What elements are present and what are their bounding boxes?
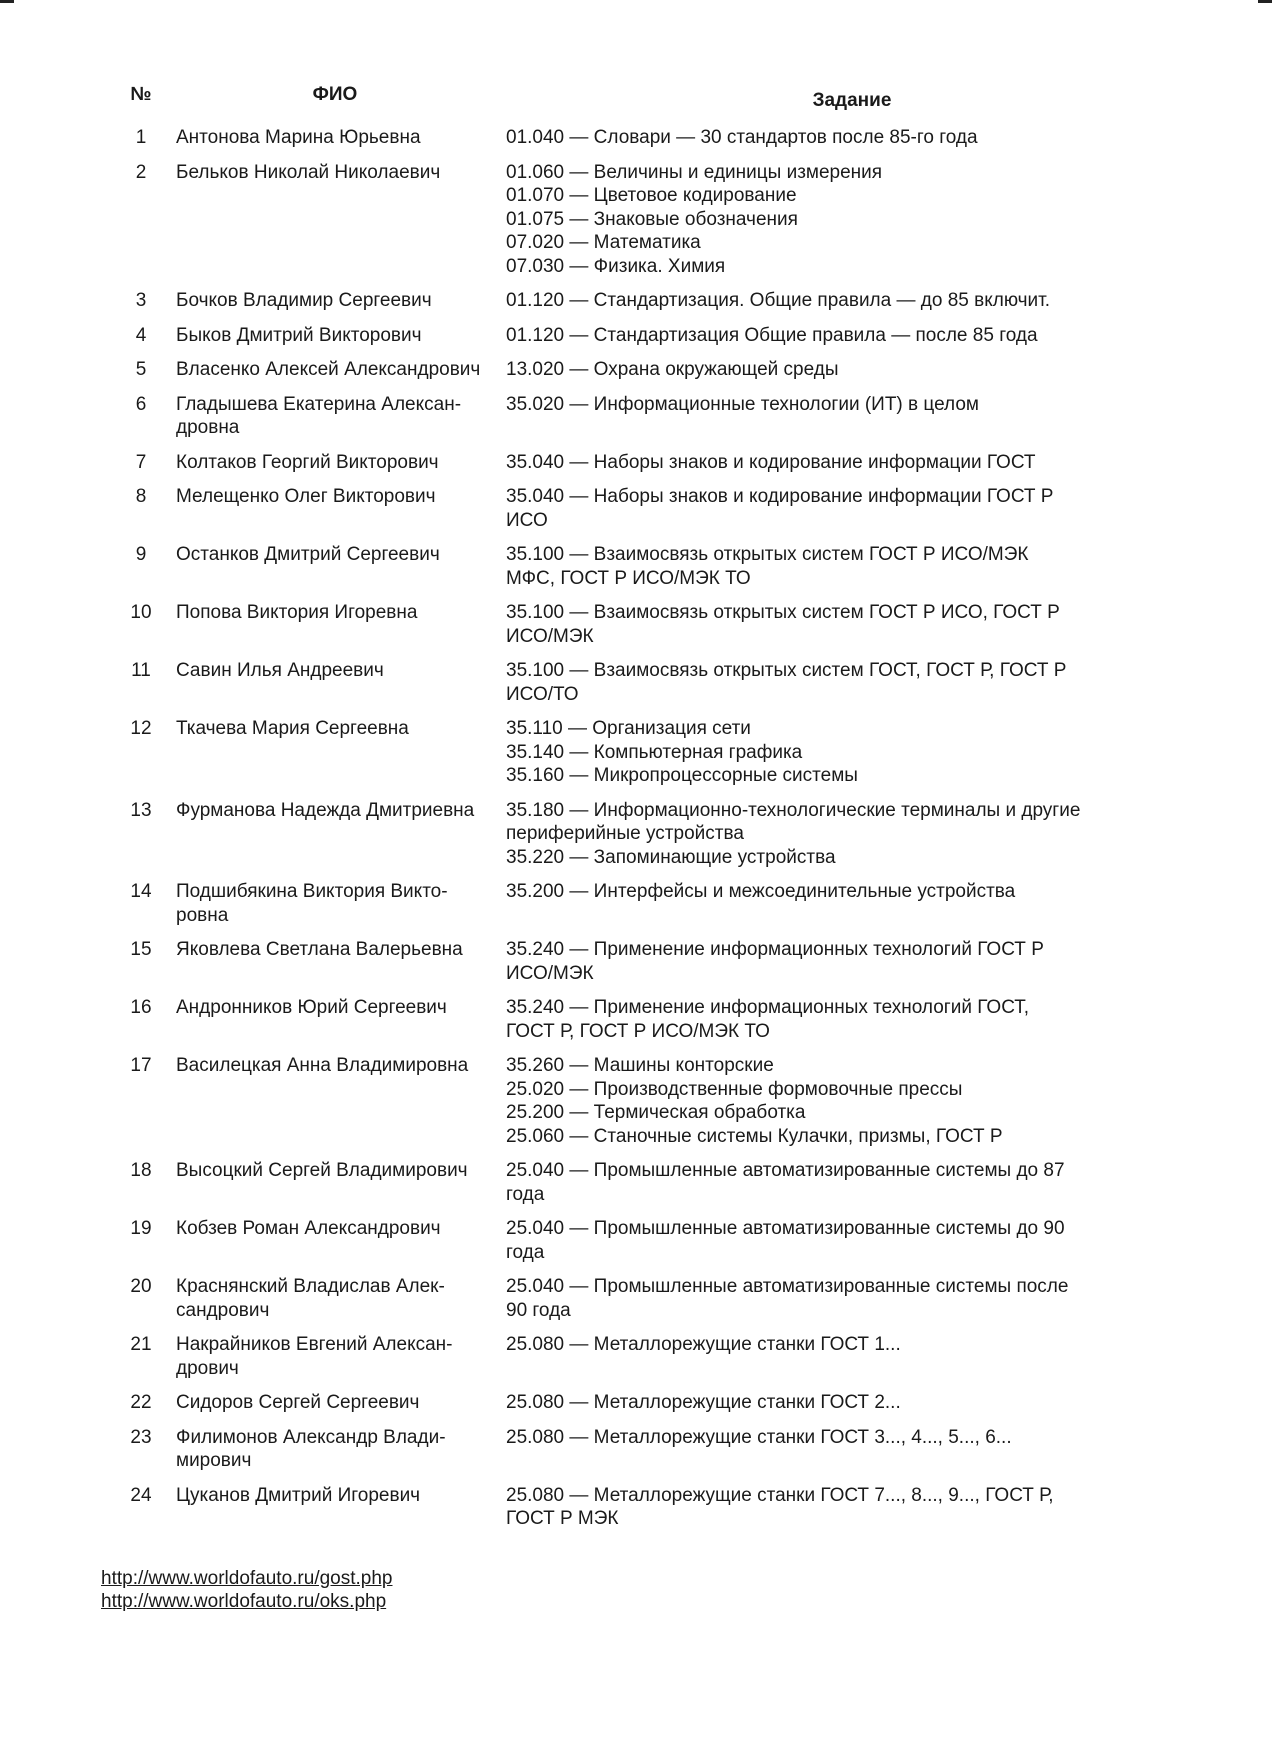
task-description	[506, 358, 1198, 382]
student-name	[164, 1484, 506, 1531]
task-line: 35.240 — Применение информационных технологий ГОСТ,	[506, 997, 1030, 1018]
row-number: 18	[130, 1160, 152, 1181]
student-name-line: Яковлева Светлана Валерьевна	[176, 939, 463, 960]
row-number: 10	[130, 602, 152, 623]
task-description	[506, 1333, 1198, 1380]
task-description	[506, 996, 1198, 1043]
student-name-line: Быков Дмитрий Викторович	[176, 324, 422, 346]
task-line: 07.030 — Физика. Химия	[506, 255, 726, 277]
student-name-line: Накрайников Евгений Алексан-	[176, 1334, 453, 1355]
table-row	[118, 1275, 1198, 1322]
student-name-line: Василецкая Анна Владимировна	[176, 1055, 469, 1076]
student-name	[164, 880, 506, 927]
student-name	[164, 393, 506, 440]
student-name	[164, 543, 506, 590]
task-line: 35.040 — Наборы знаков и кодирование информации ГОСТ	[506, 451, 1036, 473]
row-number: 22	[130, 1392, 152, 1413]
table-row	[118, 1217, 1198, 1264]
table-row	[118, 659, 1198, 706]
task-line: ИСО/МЭК	[506, 962, 594, 984]
student-name	[164, 1333, 506, 1380]
task-line: 07.020 — Математика	[506, 232, 701, 253]
scan-mark-left	[0, 0, 14, 3]
task-description	[506, 126, 1198, 150]
task-line: 35.020 — Информационные технологии (ИТ) в целом	[506, 393, 979, 415]
task-line: ГОСТ Р МЭК	[506, 1508, 619, 1529]
table-row	[118, 1054, 1198, 1148]
student-name-line: Кобзев Роман Александрович	[176, 1218, 441, 1239]
task-line: 25.040 — Промышленные автоматизированные системы до 87	[506, 1160, 1065, 1181]
task-line: ИСО	[506, 509, 548, 531]
task-line: 25.040 — Промышленные автоматизированные системы до 90	[506, 1218, 1065, 1239]
student-name	[164, 601, 506, 648]
student-name-line: Бочков Владимир Сергеевич	[176, 290, 432, 311]
task-line: 25.200 — Термическая обработка	[506, 1102, 806, 1123]
row-number: 16	[130, 997, 152, 1018]
student-name	[164, 161, 506, 279]
table-body	[118, 126, 1198, 1531]
links-block	[101, 1567, 393, 1613]
row-number: 7	[135, 451, 147, 473]
student-name-line: Антонова Марина Юрьевна	[176, 127, 421, 148]
student-name	[164, 996, 506, 1043]
task-description	[506, 324, 1198, 348]
row-number: 3	[135, 290, 147, 311]
student-name-line: дровна	[176, 417, 240, 438]
assignments-table	[118, 84, 1198, 1542]
table-header	[118, 84, 1198, 126]
task-description	[506, 717, 1198, 788]
student-name-line: Гладышева Екатерина Алексан-	[176, 393, 462, 415]
task-line: 35.160 — Микропроцессорные системы	[506, 765, 858, 786]
task-description	[506, 289, 1198, 313]
student-name	[164, 451, 506, 475]
row-number: 21	[130, 1334, 152, 1355]
task-line: 25.080 — Металлорежущие станки ГОСТ 1...	[506, 1334, 901, 1355]
student-name	[164, 1426, 506, 1473]
task-line: 25.020 — Производственные формовочные прессы	[506, 1078, 963, 1100]
task-description	[506, 1391, 1198, 1415]
row-number: 5	[135, 359, 147, 380]
table-row	[118, 161, 1198, 279]
task-description	[506, 1217, 1198, 1264]
student-name-line: Савин Илья Андреевич	[176, 660, 384, 681]
task-line: 35.040 — Наборы знаков и кодирование информации ГОСТ Р	[506, 486, 1054, 507]
row-number: 2	[135, 161, 147, 183]
task-line: 13.020 — Охрана окружающей среды	[506, 359, 839, 380]
student-name-line: Фурманова Надежда Дмитриевна	[176, 799, 475, 821]
scan-mark-right	[1258, 0, 1272, 3]
row-number: 8	[135, 486, 147, 507]
student-name-line: Подшибякина Виктория Викто-	[176, 881, 448, 902]
student-name-line: Краснянский Владислав Алек-	[176, 1276, 445, 1297]
row-number: 17	[130, 1055, 152, 1076]
student-name	[164, 1275, 506, 1322]
task-line: 01.060 — Величины и единицы измерения	[506, 161, 883, 183]
table-row	[118, 996, 1198, 1043]
table-row	[118, 1484, 1198, 1531]
task-line: 25.080 — Металлорежущие станки ГОСТ 7..., 8..., 9..., ГОСТ Р,	[506, 1484, 1054, 1506]
task-line: 25.080 — Металлорежущие станки ГОСТ 2...	[506, 1392, 901, 1413]
task-line: периферийные устройства	[506, 823, 744, 844]
task-line: ИСО/ТО	[506, 683, 579, 705]
table-row	[118, 126, 1198, 150]
task-description	[506, 1484, 1198, 1531]
task-description	[506, 485, 1198, 532]
reference-link[interactable]: http://www.worldofauto.ru/gost.php	[101, 1568, 393, 1589]
student-name	[164, 799, 506, 870]
task-line: 35.260 — Машины конторские	[506, 1055, 774, 1076]
row-number: 20	[130, 1276, 152, 1297]
student-name-line: Попова Виктория Игоревна	[176, 602, 418, 623]
row-number: 11	[131, 660, 151, 681]
student-name	[164, 485, 506, 532]
student-name-line: дрович	[176, 1357, 239, 1379]
student-name-line: Колтаков Георгий Викторович	[176, 451, 439, 473]
task-description	[506, 601, 1198, 648]
table-row	[118, 485, 1198, 532]
task-line: 35.240 — Применение информационных технологий ГОСТ Р	[506, 939, 1044, 960]
task-line: 35.110 — Организация сети	[506, 718, 751, 739]
task-description	[506, 543, 1198, 590]
row-number: 6	[135, 393, 147, 415]
header-task: Задание	[812, 90, 892, 111]
task-line: 35.140 — Компьютерная графика	[506, 741, 803, 763]
task-description	[506, 451, 1198, 475]
task-line: 01.120 — Стандартизация Общие правила — после 85 года	[506, 324, 1038, 346]
task-line: 25.080 — Металлорежущие станки ГОСТ 3..., 4..., 5..., 6...	[506, 1426, 1012, 1448]
task-description	[506, 799, 1198, 870]
student-name-line: Высоцкий Сергей Владимирович	[176, 1160, 468, 1181]
table-row	[118, 880, 1198, 927]
student-name	[164, 358, 506, 382]
row-number: 15	[130, 939, 152, 960]
table-row	[118, 543, 1198, 590]
reference-link[interactable]: http://www.worldofauto.ru/oks.php	[101, 1591, 387, 1612]
table-row	[118, 938, 1198, 985]
row-number: 13	[130, 799, 152, 821]
task-description	[506, 1159, 1198, 1206]
table-row	[118, 393, 1198, 440]
student-name-line: мирович	[176, 1450, 252, 1471]
task-description	[506, 1275, 1198, 1322]
student-name-line: Власенко Алексей Александрович	[176, 359, 481, 380]
row-number: 4	[135, 324, 147, 346]
task-line: 35.220 — Запоминающие устройства	[506, 846, 836, 868]
table-row	[118, 717, 1198, 788]
student-name	[164, 717, 506, 788]
student-name	[164, 1217, 506, 1264]
task-line: года	[506, 1241, 545, 1263]
table-row	[118, 1426, 1198, 1473]
task-description	[506, 659, 1198, 706]
task-description	[506, 1054, 1198, 1148]
student-name	[164, 938, 506, 985]
table-row	[118, 1333, 1198, 1380]
task-line: ГОСТ Р, ГОСТ Р ИСО/МЭК ТО	[506, 1020, 770, 1042]
row-number: 19	[130, 1218, 152, 1239]
task-line: года	[506, 1183, 545, 1205]
task-line: 25.060 — Станочные системы Кулачки, призмы, ГОСТ Р	[506, 1125, 1003, 1147]
student-name	[164, 289, 506, 313]
task-line: 35.100 — Взаимосвязь открытых систем ГОСТ Р ИСО/МЭК	[506, 544, 1029, 565]
header-num: №	[130, 84, 152, 105]
student-name-line: Ткачева Мария Сергеевна	[176, 718, 409, 739]
table-row	[118, 324, 1198, 348]
task-description	[506, 393, 1198, 440]
task-line: 35.100 — Взаимосвязь открытых систем ГОСТ, ГОСТ Р, ГОСТ Р	[506, 660, 1067, 681]
task-line: 90 года	[506, 1299, 571, 1321]
row-number: 1	[135, 127, 147, 148]
student-name	[164, 324, 506, 348]
table-row	[118, 1159, 1198, 1206]
student-name-line: сандрович	[176, 1299, 270, 1321]
row-number: 23	[130, 1426, 152, 1448]
student-name-line: ровна	[176, 904, 229, 926]
task-description	[506, 1426, 1198, 1473]
student-name	[164, 1391, 506, 1415]
row-number: 12	[130, 718, 152, 739]
table-row	[118, 289, 1198, 313]
task-line: МФС, ГОСТ Р ИСО/МЭК ТО	[506, 567, 751, 589]
task-line: 01.040 — Словари — 30 стандартов после 85-го года	[506, 127, 978, 148]
student-name	[164, 1159, 506, 1206]
table-row	[118, 799, 1198, 870]
student-name-line: Останков Дмитрий Сергеевич	[176, 544, 440, 565]
student-name-line: Филимонов Александр Влади-	[176, 1426, 446, 1448]
student-name-line: Цуканов Дмитрий Игоревич	[176, 1484, 421, 1506]
task-description	[506, 161, 1198, 279]
task-line: ИСО/МЭК	[506, 625, 594, 647]
student-name	[164, 659, 506, 706]
table-row	[118, 601, 1198, 648]
task-line: 35.180 — Информационно-технологические терминалы и другие	[506, 799, 1081, 821]
header-name: ФИО	[312, 84, 358, 105]
row-number: 24	[130, 1484, 152, 1506]
task-line: 01.075 — Знаковые обозначения	[506, 208, 798, 230]
task-description	[506, 880, 1198, 927]
task-line: 35.100 — Взаимосвязь открытых систем ГОСТ Р ИСО, ГОСТ Р	[506, 602, 1060, 623]
table-row	[118, 358, 1198, 382]
row-number: 9	[135, 544, 147, 565]
student-name	[164, 1054, 506, 1148]
task-line: 25.040 — Промышленные автоматизированные системы после	[506, 1276, 1069, 1297]
table-row	[118, 1391, 1198, 1415]
student-name-line: Мелещенко Олег Викторович	[176, 486, 436, 507]
row-number: 14	[130, 881, 152, 902]
task-description	[506, 938, 1198, 985]
task-line: 01.120 — Стандартизация. Общие правила — до 85 включит.	[506, 290, 1051, 311]
table-row	[118, 451, 1198, 475]
student-name-line: Сидоров Сергей Сергеевич	[176, 1392, 420, 1413]
student-name-line: Андронников Юрий Сергеевич	[176, 997, 447, 1018]
student-name-line: Бельков Николай Николаевич	[176, 161, 441, 183]
task-line: 01.070 — Цветовое кодирование	[506, 185, 797, 206]
task-line: 35.200 — Интерфейсы и межсоединительные устройства	[506, 881, 1016, 902]
student-name	[164, 126, 506, 150]
